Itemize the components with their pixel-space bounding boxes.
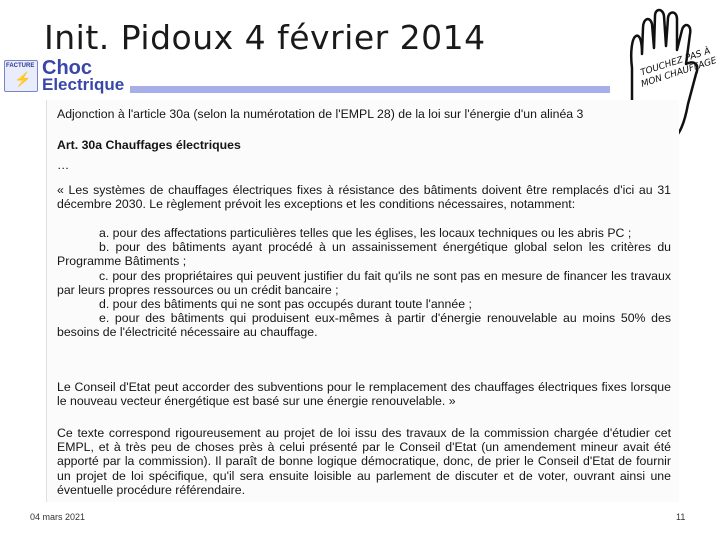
list-item: e. pour des bâtiments qui produisent eux-mêmes à partir d'énergie renouvelable au moins 50% des besoins de l'électricité nécessaire au chauffage. xyxy=(57,311,671,340)
logo-line1: Choc xyxy=(42,57,92,79)
hand-sign-text: TOUCHEZ PAS À MON CHAUFFAGE xyxy=(639,46,719,90)
list-item: d. pour des bâtiments qui ne sont pas occupés durant toute l'année ; xyxy=(99,297,472,312)
doc-article-heading: Art. 30a Chauffages électriques xyxy=(57,138,241,152)
badge-label: FACTURE xyxy=(6,63,35,69)
doc-conseil-paragraph: Le Conseil d'Etat peut accorder des subventions pour le remplacement des chauffages électriques fixes lorsque le nouveau vecteur énergétique est basé sur une énergie renouvelable. » xyxy=(57,380,671,409)
lightning-icon: ⚡ xyxy=(14,71,32,87)
title-underline xyxy=(130,86,610,93)
list-item: c. pour des propriétaires qui peuvent justifier du fait qu'ils ne sont pas en mesure de financer les travaux par leurs propres ressources ou un crédit bancaire ; xyxy=(57,268,671,297)
doc-intro: Adjonction à l'article 30a (selon la numérotation de l'EMPL 28) de la loi sur l'énergie d'un alinéa 3 xyxy=(57,107,584,121)
list-item: a. pour des affectations particulières telles que les églises, les locaux techniques ou les abris PC ; xyxy=(99,226,632,240)
slide-title: Init. Pidoux 4 février 2014 xyxy=(44,18,486,57)
invoice-badge-icon xyxy=(4,60,38,92)
footer-date: 04 mars 2021 xyxy=(30,512,86,522)
exception-list xyxy=(57,226,671,340)
scanned-document xyxy=(46,100,679,502)
page-number: 11 xyxy=(676,512,686,522)
list-item: b. pour des bâtiments ayant procédé à un assainissement énergétique global selon les critères du Programme Bâtiments ; xyxy=(57,240,671,269)
doc-quote: « Les systèmes de chauffages électriques fixes à résistance des bâtiments doivent être remplacés d'ici au 31 décembre 2030. Le règlement prévoit les exceptions et les conditions nécessaires, notamment: xyxy=(57,183,671,212)
choc-electrique-logo xyxy=(2,58,130,98)
doc-ellipsis: … xyxy=(57,158,70,172)
doc-commentary-paragraph: Ce texte correspond rigoureusement au projet de loi issu des travaux de la commission chargée d'étudier cet EMPL, et à très peu de choses près à celui présenté par le Conseil d'Etat (un amendement mineur avait été apporté par la commission). Il paraît de bonne logique démocratique, donc, de prier le Conseil d'Etat de fournir un projet de loi spécifique, qu'il sera ensuite loisible au parlement de discuter et de voter, ouvrant ainsi une éventuelle procédure référendaire. xyxy=(57,426,671,497)
logo-line2: Electrique xyxy=(42,75,125,94)
